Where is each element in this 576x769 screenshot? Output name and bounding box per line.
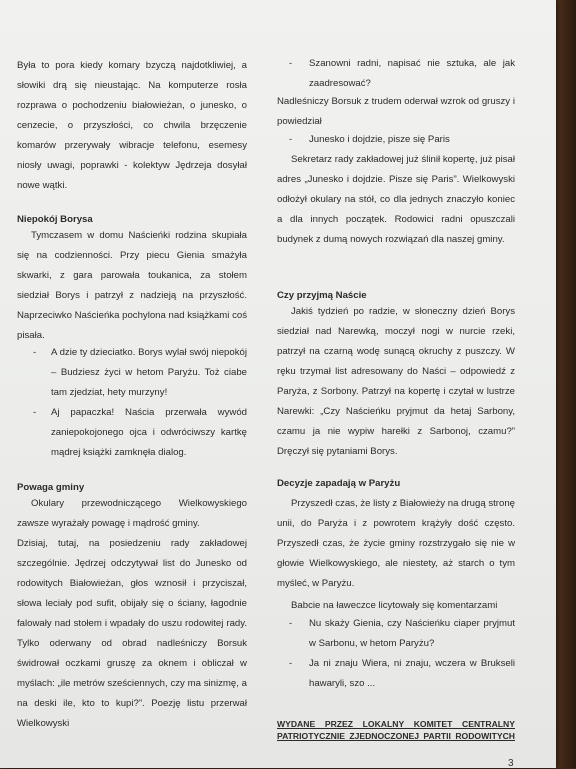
section1-dialog-list [17,343,247,463]
section1-paragraph: Tymczasem w domu Naścieńki rodzina skupiała się na codzienności. Przy piecu Gienia smażyła skwarki, z gara parowała toukanica, za stołem siedział Borys i patrzył z nadzieją na przyszłość. Naprzeciwko Naścieńka pochylona nad książkami coś pisała. [17,230,247,341]
borsuk-dialog-list [277,130,515,150]
secretary-paragraph: Sekretarz rady zakładowej już ślinił kopertę, już pisał adres „Junesko i dojdzie. Pisze się Paris”. Wielkowyski odłożył okulary na stół, co dla jednych znaczyło koniec a dla innych początek. Rodowici radni opuszczali budynek z dumą nowych rozwiązań dla naszej gminy. [277,154,515,245]
dialog-item: - Aj papaczka! Naścia przerwała wywód zaniepokojonego ojca i odwróciwszy kartkę mądrej książki zamknęła dialog. [17,403,247,463]
section-heading-czy-przyjma: Czy przyjmą Naście [277,290,367,301]
section-heading-decyzje: Decyzje zapadają w Paryżu [277,478,401,489]
dialog-item: - A dzie ty dzieciatko. Borys wylał swój niepokój – Budziesz życi w hetom Paryżu. Toż ciabe tam zjedziat, hety murzyny! [17,343,247,403]
dialog-item: - Junesko i dojdzie, pisze się Paris [277,130,515,150]
section2-paragraph-1: Okulary przewodniczącego Wielkowyskiego zawsze wyrażały powagę i mądrość gminy. [17,498,247,529]
publisher-footer: WYDANE PRZEZ LOKALNY KOMITET CENTRALNY PATRIOTYCZNIE ZJEDNOCZONEJ PARTII RODOWITYCH [277,719,515,741]
section-heading-powaga: Powaga gminy [17,482,85,493]
section3-paragraph: Jakiś tydzień po radzie, w słoneczny dzień Borys siedział nad Narewką, moczył nogi w nurcie rzeki, patrzył na czarną wodę sunącą okruchy z puszczy. W ręku trzymał list adresowany do Naści – odpowiedź z Paryża, z Sorbony. Patrzył na kopertę i czytał w lustrze Narewki: „Czy Naścieńku pryjmut da hetaj Sarbony, czamu ja nie wypiw harełki z Sarbonoj, czamu?” Dręczył się pytaniami Borys. [277,306,515,457]
dialog-item: - Ja ni znaju Wiera, ni znaju, wczera w Brukseli hawaryli, szo ... [277,654,515,694]
top-dialog-list [277,54,515,94]
section4-paragraph-2: Babcie na ławeczce licytowały się komentarzami [291,600,498,611]
page-number: 3 [508,758,514,769]
dialog-item: - Nu skaży Gienia, czy Naścieńku ciaper pryjmut w Sarbonu, w hetom Paryżu? [277,614,515,654]
babcie-dialog-list [277,614,515,694]
section4-paragraph-1: Przyszedł czas, że listy z Białowieży na drugą stronę unii, do Paryża i z powrotem krążyły dość często. Przyszedł czas, że życie gminy rozstrzygało się nie w głowie Wielkowyskiego, ale niestety, aż starch o tym myśleć, w Paryżu. [277,498,515,589]
dialog-item: - Szanowni radni, napisać nie sztuka, ale jak zaadresować? [277,54,515,94]
section2-paragraph-2: Dzisiaj, tutaj, na posiedzeniu rady zakładowej szczególnie. Jędrzej odczytywał list do Junesko od rodowitych Białowieżan, głos wznosił i przyciszał, słowa leciały pod sufit, obijały się o ściany, łagodnie falowały nad stołem i wpadały do uszu rodowitej rady. Tylko oderwany od obrad nadleśniczy Borsuk świdrował oczkami gruszę za oknem i obliczał w myślach: „ile metrów sześciennych, czy ma sinizmę, a na deski ile, kto to kupi?”. Poezję listu przerwał Wielkowyski [17,538,247,729]
section-heading-niepokoj: Niepokój Borysa [17,214,93,225]
intro-paragraph: Była to pora kiedy komary bzyczą najdotkliwiej, a słowiki drą się nieustając. Na komputerze rosła rozprawa o pochodzeniu białowieżan, o junesko, o cenzecie, o przyszłości, co chwila brzęczenie komarów przerywały wibracje telefonu, esemesy niosły uwagi, poprawki - kolektyw Jędrzeja dosyłał nowe wątki. [17,60,247,191]
borsuk-paragraph: Nadleśniczy Borsuk z trudem oderwał wzrok od gruszy i powiedział [277,96,515,127]
